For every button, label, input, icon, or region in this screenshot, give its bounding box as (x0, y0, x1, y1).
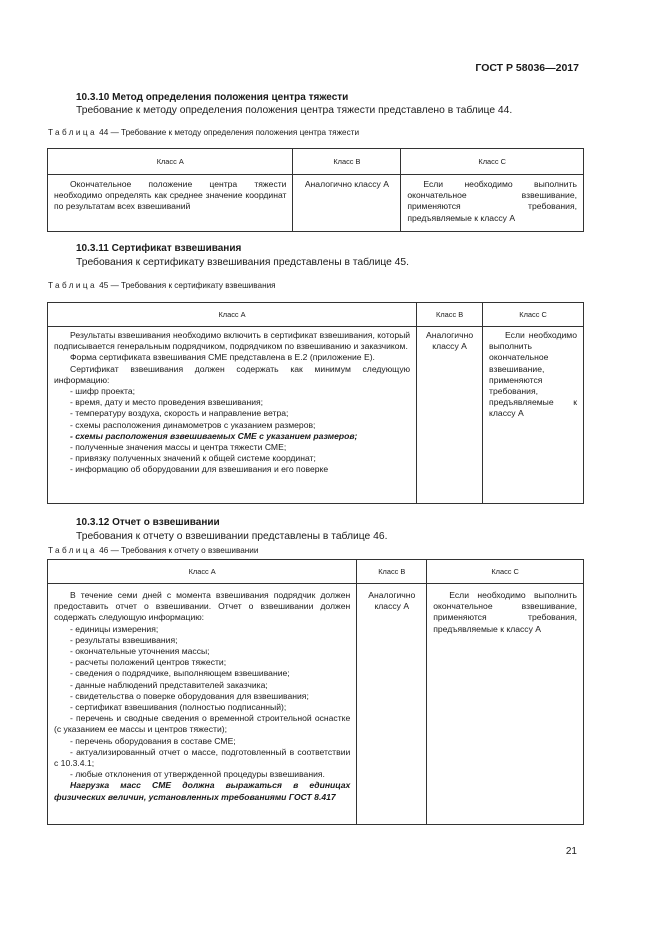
col-header-class-b: Класс В (293, 149, 401, 175)
table-46-cell-c: Если необходимо выполнить окончательное взвешивание, применяются требования, предъявляемые к классу А (427, 584, 584, 825)
table-46-cell-b: Аналогично классу А (357, 584, 427, 825)
list-item: - сертификат взвешивания (полностью подписанный); (70, 702, 287, 713)
list-item: - перечень и сводные сведения о временной строительной оснастке (с указанием ее массы и центров тяжести); (54, 713, 351, 735)
table-46 (47, 559, 584, 825)
table-45-cell-c: Если необходимо выполнить окончательное взвешивание, применяются требования, предъявляемые к классу А (483, 327, 584, 504)
paragraph: В течение семи дней с момента взвешивания подрядчик должен предоставить отчет о взвешивании. Отчет о взвешивании должен содержать следующую информацию: (54, 590, 351, 623)
list-item: - сведения о подрядчике, выполняющем взвешивание; (70, 668, 290, 679)
list-item: - привязку полученных значений к общей системе координат; (70, 453, 316, 464)
section-text-10-3-12: Требования к отчету о взвешивании представлены в таблице 46. (76, 531, 388, 542)
list-item: - единицы измерения; (70, 623, 159, 634)
section-text-10-3-10: Требование к методу определения положения центра тяжести представлено в таблице 44. (76, 105, 513, 116)
section-title-10-3-10: 10.3.10 Метод определения положения центра тяжести (76, 92, 349, 103)
list-item: - актуализированный отчет о массе, подготовленный в соответствии с 10.3.4.1; (54, 746, 351, 769)
table-44-cell-b: Аналогично классу А (293, 175, 401, 232)
col-header-class-a: Класс А (48, 303, 417, 327)
col-header-class-b: Класс В (357, 560, 427, 584)
caption-text: 45 — Требования к сертификату взвешивания (96, 281, 276, 290)
table-45-cell-a (48, 327, 417, 504)
list-item: - данные наблюдений представителей заказчика; (70, 679, 268, 690)
col-header-class-a: Класс А (48, 149, 293, 175)
list-item: - схемы расположения динамометров с указанием размеров; (70, 419, 316, 430)
table-44 (47, 148, 584, 232)
list-item: - любые отклонения от утвержденной процедуры взвешивания. (70, 769, 325, 780)
list-item: - время, дату и место проведения взвешивания; (70, 397, 264, 408)
col-header-class-c: Класс С (427, 560, 584, 584)
list-item: - расчеты положений центров тяжести; (70, 657, 227, 668)
list-item: - результаты взвешивания; (70, 634, 178, 645)
list-item: - окончательные уточнения массы; (70, 646, 210, 657)
table-45 (47, 302, 584, 504)
col-header-class-c: Класс С (401, 149, 584, 175)
standard-header: ГОСТ Р 58036—2017 (475, 62, 579, 74)
col-header-class-b: Класс В (417, 303, 483, 327)
table-45-cell-b: Аналогично классу А (417, 327, 483, 504)
section-text-10-3-11: Требования к сертификату взвешивания представлены в таблице 45. (76, 257, 409, 268)
paragraph: Сертификат взвешивания должен содержать как минимум следующую информацию: (54, 363, 411, 385)
section-title-10-3-11: 10.3.11 Сертификат взвешивания (76, 243, 242, 254)
caption-text: 44 — Требование к методу определения положения центра тяжести (96, 128, 360, 137)
caption-prefix: Таблица (48, 128, 97, 137)
table-44-cell-a: Окончательное положение центра тяжести необходимо определять как среднее значение координат по результатам всех взвешиваний (48, 175, 293, 232)
page-number: 21 (565, 846, 577, 857)
col-header-class-a: Класс А (48, 560, 357, 584)
list-item: - шифр проекта; (70, 386, 136, 397)
list-item: - перечень оборудования в составе СМЕ; (70, 735, 236, 746)
section-title-10-3-12: 10.3.12 Отчет о взвешивании (76, 517, 220, 528)
list-item: - полученные значения массы и центра тяжести СМЕ; (70, 442, 287, 453)
paragraph: Результаты взвешивания необходимо включить в сертификат взвешивания, который подписывается генеральным подрядчиком, подрядчиком по взвешиванию и заказчиком. (54, 330, 411, 352)
list-item: - схемы расположения взвешиваемых СМЕ с указанием размеров; (70, 430, 358, 441)
col-header-class-c: Класс С (483, 303, 584, 327)
list-item: - температуру воздуха, скорость и направление ветра; (70, 408, 289, 419)
list-item: - свидетельства о поверке оборудования для взвешивания; (70, 690, 309, 701)
list-item: - информацию об оборудовании для взвешивания и его поверке (70, 464, 329, 475)
table-46-cell-a (48, 584, 357, 825)
caption-text: 46 — Требования к отчету о взвешивании (96, 546, 259, 555)
caption-prefix: Таблица (48, 546, 97, 555)
paragraph: Форма сертификата взвешивания СМЕ представлена в Е.2 (приложение Е). (70, 352, 375, 363)
table-44-caption (48, 128, 359, 137)
table-45-caption (48, 281, 276, 290)
table-44-cell-c: Если необходимо выполнить окончательное взвешивание, применяются требования, предъявляемые к классу А (401, 175, 584, 232)
caption-prefix: Таблица (48, 281, 97, 290)
paragraph-bold-italic: Нагрузка масс СМЕ должна выражаться в единицах физических величин, установленных требованиями ГОСТ 8.417 (54, 780, 351, 802)
table-46-caption (48, 546, 258, 555)
